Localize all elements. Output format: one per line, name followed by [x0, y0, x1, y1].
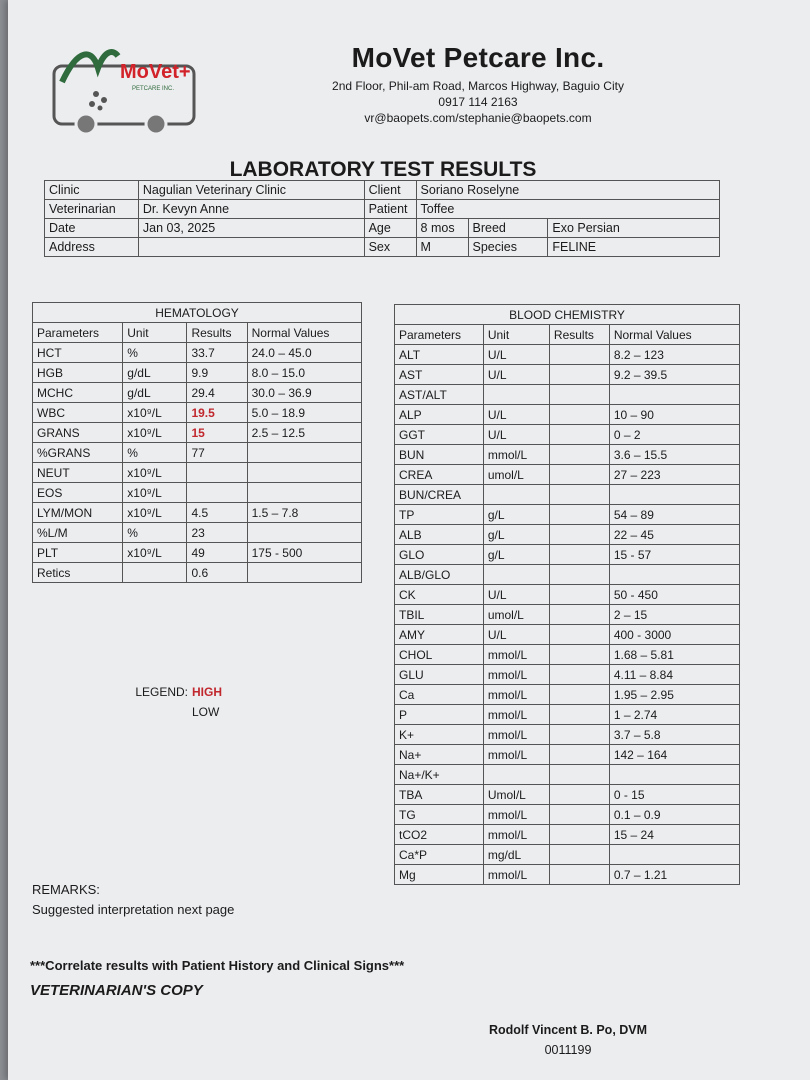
date-label: Date	[45, 219, 139, 238]
breed-value: Exo Persian	[548, 219, 720, 238]
chem-row	[395, 345, 740, 365]
chem-normal-cell: 3.6 – 15.5	[609, 445, 739, 465]
chem-unit-cell: mmol/L	[483, 685, 549, 705]
chem-result-cell	[549, 645, 609, 665]
chem-param-cell: CREA	[395, 465, 484, 485]
chem-result-cell	[549, 445, 609, 465]
company-header	[298, 42, 658, 126]
hema-normal-cell: 30.0 – 36.9	[247, 383, 361, 403]
vet-value: Dr. Kevyn Anne	[138, 200, 364, 219]
chem-row	[395, 785, 740, 805]
chem-normal-cell: 2 – 15	[609, 605, 739, 625]
patient-value: Toffee	[416, 200, 719, 219]
chem-row	[395, 405, 740, 425]
chem-row	[395, 605, 740, 625]
chem-row	[395, 845, 740, 865]
hema-row	[33, 563, 362, 583]
chem-col-unit: Unit	[483, 325, 549, 345]
hema-unit-cell: x10⁹/L	[123, 423, 187, 443]
license-number: 0011199	[544, 1043, 592, 1057]
chem-row	[395, 365, 740, 385]
chem-unit-cell: U/L	[483, 425, 549, 445]
chem-param-cell: CK	[395, 585, 484, 605]
chem-col-normal: Normal Values	[609, 325, 739, 345]
address-label: Address	[45, 238, 139, 257]
chem-unit-cell: Umol/L	[483, 785, 549, 805]
report-title: LABORATORY TEST RESULTS	[229, 158, 537, 181]
address-value	[138, 238, 364, 257]
chem-row	[395, 425, 740, 445]
chem-param-cell: AST	[395, 365, 484, 385]
hema-col-results: Results	[187, 323, 247, 343]
hema-param-cell: HGB	[33, 363, 123, 383]
chem-param-cell: TG	[395, 805, 484, 825]
chem-normal-cell	[609, 565, 739, 585]
chem-param-cell: BUN/CREA	[395, 485, 484, 505]
chem-param-cell: TP	[395, 505, 484, 525]
correlate-note: ***Correlate results with Patient History and Clinical Signs***	[30, 958, 405, 973]
hematology-rows	[33, 343, 362, 583]
sex-value: M	[416, 238, 468, 257]
chem-unit-cell: mmol/L	[483, 805, 549, 825]
hema-normal-cell	[247, 483, 361, 503]
hema-param-cell: Retics	[33, 563, 123, 583]
chem-param-cell: AST/ALT	[395, 385, 484, 405]
chem-normal-cell: 9.2 – 39.5	[609, 365, 739, 385]
chem-unit-cell: U/L	[483, 405, 549, 425]
chem-result-cell	[549, 345, 609, 365]
hema-row	[33, 363, 362, 383]
chem-unit-cell: g/L	[483, 505, 549, 525]
chem-row	[395, 385, 740, 405]
chem-normal-cell: 15 - 57	[609, 545, 739, 565]
hema-param-cell: GRANS	[33, 423, 123, 443]
chem-unit-cell: g/L	[483, 525, 549, 545]
chem-normal-cell: 0.1 – 0.9	[609, 805, 739, 825]
chem-unit-cell: umol/L	[483, 465, 549, 485]
chem-normal-cell: 3.7 – 5.8	[609, 725, 739, 745]
chem-param-cell: Mg	[395, 865, 484, 885]
age-value: 8 mos	[416, 219, 468, 238]
chem-result-cell	[549, 865, 609, 885]
chem-row	[395, 865, 740, 885]
chem-result-cell	[549, 625, 609, 645]
patient-label: Patient	[364, 200, 416, 219]
chem-unit-cell	[483, 485, 549, 505]
hema-result-cell: 19.5	[187, 403, 247, 423]
chem-result-cell	[549, 365, 609, 385]
hema-param-cell: WBC	[33, 403, 123, 423]
hema-result-cell: 29.4	[187, 383, 247, 403]
chem-param-cell: ALB/GLO	[395, 565, 484, 585]
hema-row	[33, 423, 362, 443]
hema-normal-cell	[247, 463, 361, 483]
hema-result-cell: 9.9	[187, 363, 247, 383]
chem-row	[395, 585, 740, 605]
chem-normal-cell	[609, 845, 739, 865]
hema-row	[33, 443, 362, 463]
chem-normal-cell: 22 – 45	[609, 525, 739, 545]
hema-row	[33, 503, 362, 523]
signatory-name: Rodolf Vincent B. Po, DVM	[488, 1023, 648, 1037]
chem-unit-cell: mg/dL	[483, 845, 549, 865]
chem-normal-cell: 4.11 – 8.84	[609, 665, 739, 685]
legend-low: LOW	[192, 705, 220, 719]
chem-result-cell	[549, 545, 609, 565]
chem-normal-cell	[609, 385, 739, 405]
hema-result-cell: 33.7	[187, 343, 247, 363]
chem-unit-cell	[483, 565, 549, 585]
chemistry-rows	[395, 345, 740, 885]
chem-normal-cell	[609, 485, 739, 505]
chem-result-cell	[549, 705, 609, 725]
chem-result-cell	[549, 465, 609, 485]
chem-unit-cell: umol/L	[483, 605, 549, 625]
chem-param-cell: GLU	[395, 665, 484, 685]
chem-param-cell: TBIL	[395, 605, 484, 625]
chem-param-cell: GGT	[395, 425, 484, 445]
svg-text:PETCARE INC.: PETCARE INC.	[132, 86, 175, 92]
sex-label: Sex	[364, 238, 416, 257]
hema-param-cell: HCT	[33, 343, 123, 363]
chem-result-cell	[549, 565, 609, 585]
hema-param-cell: %L/M	[33, 523, 123, 543]
company-phone: 0917 114 2163	[438, 95, 518, 109]
chem-unit-cell: mmol/L	[483, 665, 549, 685]
hema-result-cell	[187, 463, 247, 483]
chem-param-cell: AMY	[395, 625, 484, 645]
chem-unit-cell: U/L	[483, 345, 549, 365]
chem-result-cell	[549, 665, 609, 685]
hema-unit-cell: x10⁹/L	[123, 483, 187, 503]
copy-label: VETERINARIAN'S COPY	[30, 982, 203, 999]
chem-unit-cell: mmol/L	[483, 445, 549, 465]
client-label: Client	[364, 181, 416, 200]
hema-normal-cell: 5.0 – 18.9	[247, 403, 361, 423]
clinic-label: Clinic	[45, 181, 139, 200]
hema-unit-cell: %	[123, 443, 187, 463]
chem-result-cell	[549, 805, 609, 825]
chem-normal-cell: 0 - 15	[609, 785, 739, 805]
hema-normal-cell: 1.5 – 7.8	[247, 503, 361, 523]
breed-label: Breed	[468, 219, 548, 238]
chem-param-cell: ALP	[395, 405, 484, 425]
chem-row	[395, 765, 740, 785]
chem-normal-cell: 400 - 3000	[609, 625, 739, 645]
chem-param-cell: ALT	[395, 345, 484, 365]
hema-param-cell: LYM/MON	[33, 503, 123, 523]
chem-row	[395, 625, 740, 645]
chem-normal-cell	[609, 765, 739, 785]
chem-param-cell: K+	[395, 725, 484, 745]
hema-row	[33, 403, 362, 423]
hema-normal-cell: 8.0 – 15.0	[247, 363, 361, 383]
chem-normal-cell: 15 – 24	[609, 825, 739, 845]
chem-row	[395, 525, 740, 545]
hema-param-cell: EOS	[33, 483, 123, 503]
chem-result-cell	[549, 485, 609, 505]
chem-normal-cell: 0.7 – 1.21	[609, 865, 739, 885]
hema-result-cell: 23	[187, 523, 247, 543]
chem-result-cell	[549, 765, 609, 785]
hema-col-normal: Normal Values	[247, 323, 361, 343]
chem-row	[395, 445, 740, 465]
chem-result-cell	[549, 785, 609, 805]
chem-normal-cell: 1 – 2.74	[609, 705, 739, 725]
hema-unit-cell: g/dL	[123, 363, 187, 383]
chem-unit-cell: mmol/L	[483, 865, 549, 885]
age-label: Age	[364, 219, 416, 238]
chem-row	[395, 505, 740, 525]
chem-result-cell	[549, 685, 609, 705]
hema-row	[33, 343, 362, 363]
chem-param-cell: Ca*P	[395, 845, 484, 865]
movet-logo	[48, 38, 198, 138]
hema-col-unit: Unit	[123, 323, 187, 343]
hema-normal-cell: 175 - 500	[247, 543, 361, 563]
hema-result-cell: 77	[187, 443, 247, 463]
chem-result-cell	[549, 825, 609, 845]
hema-param-cell: PLT	[33, 543, 123, 563]
hematology-title: HEMATOLOGY	[33, 303, 362, 323]
hema-row	[33, 523, 362, 543]
chem-row	[395, 545, 740, 565]
chem-result-cell	[549, 725, 609, 745]
chem-result-cell	[549, 585, 609, 605]
legend-high: HIGH	[192, 685, 222, 699]
chem-row	[395, 725, 740, 745]
chem-normal-cell: 1.68 – 5.81	[609, 645, 739, 665]
chem-result-cell	[549, 425, 609, 445]
chem-param-cell: P	[395, 705, 484, 725]
chemistry-title: BLOOD CHEMISTRY	[395, 305, 740, 325]
chem-result-cell	[549, 405, 609, 425]
chem-normal-cell: 142 – 164	[609, 745, 739, 765]
vet-label: Veterinarian	[45, 200, 139, 219]
hematology-table	[32, 302, 362, 583]
chem-row	[395, 485, 740, 505]
species-label: Species	[468, 238, 548, 257]
company-name: MoVet Petcare Inc.	[351, 42, 605, 73]
patient-info-table	[44, 180, 720, 257]
species-value: FELINE	[548, 238, 720, 257]
hema-unit-cell: %	[123, 523, 187, 543]
chem-result-cell	[549, 505, 609, 525]
remarks-text: Suggested interpretation next page	[32, 902, 235, 917]
chem-normal-cell: 10 – 90	[609, 405, 739, 425]
chem-result-cell	[549, 845, 609, 865]
legend	[126, 682, 222, 722]
clinic-value: Nagulian Veterinary Clinic	[138, 181, 364, 200]
hema-normal-cell	[247, 563, 361, 583]
remarks	[32, 880, 234, 920]
chem-row	[395, 805, 740, 825]
hema-unit-cell: g/dL	[123, 383, 187, 403]
hema-col-parameters: Parameters	[33, 323, 123, 343]
hema-normal-cell: 24.0 – 45.0	[247, 343, 361, 363]
svg-text:MoVet+: MoVet+	[120, 61, 191, 83]
chem-param-cell: Ca	[395, 685, 484, 705]
chem-normal-cell: 8.2 – 123	[609, 345, 739, 365]
hema-unit-cell: x10⁹/L	[123, 403, 187, 423]
legend-label: LEGEND:	[135, 685, 188, 699]
hema-unit-cell: x10⁹/L	[123, 543, 187, 563]
chem-param-cell: BUN	[395, 445, 484, 465]
chem-param-cell: CHOL	[395, 645, 484, 665]
hema-row	[33, 463, 362, 483]
chem-result-cell	[549, 745, 609, 765]
chem-unit-cell	[483, 385, 549, 405]
blood-chemistry-table	[394, 304, 740, 885]
chem-result-cell	[549, 385, 609, 405]
signature-block	[488, 1020, 648, 1060]
chem-result-cell	[549, 605, 609, 625]
hema-param-cell: %GRANS	[33, 443, 123, 463]
chem-row	[395, 665, 740, 685]
chem-normal-cell: 54 – 89	[609, 505, 739, 525]
hema-unit-cell: x10⁹/L	[123, 503, 187, 523]
chem-unit-cell	[483, 765, 549, 785]
hema-normal-cell	[247, 523, 361, 543]
hema-normal-cell: 2.5 – 12.5	[247, 423, 361, 443]
chem-normal-cell: 1.95 – 2.95	[609, 685, 739, 705]
hema-result-cell: 4.5	[187, 503, 247, 523]
hema-result-cell	[187, 483, 247, 503]
hema-row	[33, 383, 362, 403]
remarks-label: REMARKS:	[32, 882, 100, 897]
chem-row	[395, 465, 740, 485]
chem-normal-cell: 50 - 450	[609, 585, 739, 605]
chem-row	[395, 565, 740, 585]
date-value: Jan 03, 2025	[138, 219, 364, 238]
chem-param-cell: TBA	[395, 785, 484, 805]
chem-param-cell: ALB	[395, 525, 484, 545]
hema-normal-cell	[247, 443, 361, 463]
chem-unit-cell: U/L	[483, 585, 549, 605]
chem-row	[395, 705, 740, 725]
chem-unit-cell: mmol/L	[483, 825, 549, 845]
hema-param-cell: MCHC	[33, 383, 123, 403]
hema-unit-cell: x10⁹/L	[123, 463, 187, 483]
client-value: Soriano Roselyne	[416, 181, 719, 200]
chem-result-cell	[549, 525, 609, 545]
hema-unit-cell	[123, 563, 187, 583]
lab-report-paper	[8, 0, 810, 1080]
chem-row	[395, 745, 740, 765]
chem-unit-cell: U/L	[483, 625, 549, 645]
chem-normal-cell: 27 – 223	[609, 465, 739, 485]
hema-row	[33, 483, 362, 503]
hema-result-cell: 15	[187, 423, 247, 443]
company-address: 2nd Floor, Phil-am Road, Marcos Highway, Baguio City	[332, 79, 624, 93]
chem-row	[395, 825, 740, 845]
hema-param-cell: NEUT	[33, 463, 123, 483]
chem-col-results: Results	[549, 325, 609, 345]
hema-row	[33, 543, 362, 563]
chem-param-cell: Na+	[395, 745, 484, 765]
chem-row	[395, 685, 740, 705]
chem-normal-cell: 0 – 2	[609, 425, 739, 445]
chem-param-cell: tCO2	[395, 825, 484, 845]
company-email: vr@baopets.com/stephanie@baopets.com	[364, 111, 592, 125]
chem-unit-cell: mmol/L	[483, 705, 549, 725]
chem-col-parameters: Parameters	[395, 325, 484, 345]
hema-result-cell: 49	[187, 543, 247, 563]
chem-unit-cell: mmol/L	[483, 725, 549, 745]
hema-unit-cell: %	[123, 343, 187, 363]
chem-unit-cell: mmol/L	[483, 645, 549, 665]
chem-unit-cell: mmol/L	[483, 745, 549, 765]
chem-unit-cell: U/L	[483, 365, 549, 385]
chem-param-cell: Na+/K+	[395, 765, 484, 785]
hema-result-cell: 0.6	[187, 563, 247, 583]
chem-param-cell: GLO	[395, 545, 484, 565]
chem-unit-cell: g/L	[483, 545, 549, 565]
chem-row	[395, 645, 740, 665]
